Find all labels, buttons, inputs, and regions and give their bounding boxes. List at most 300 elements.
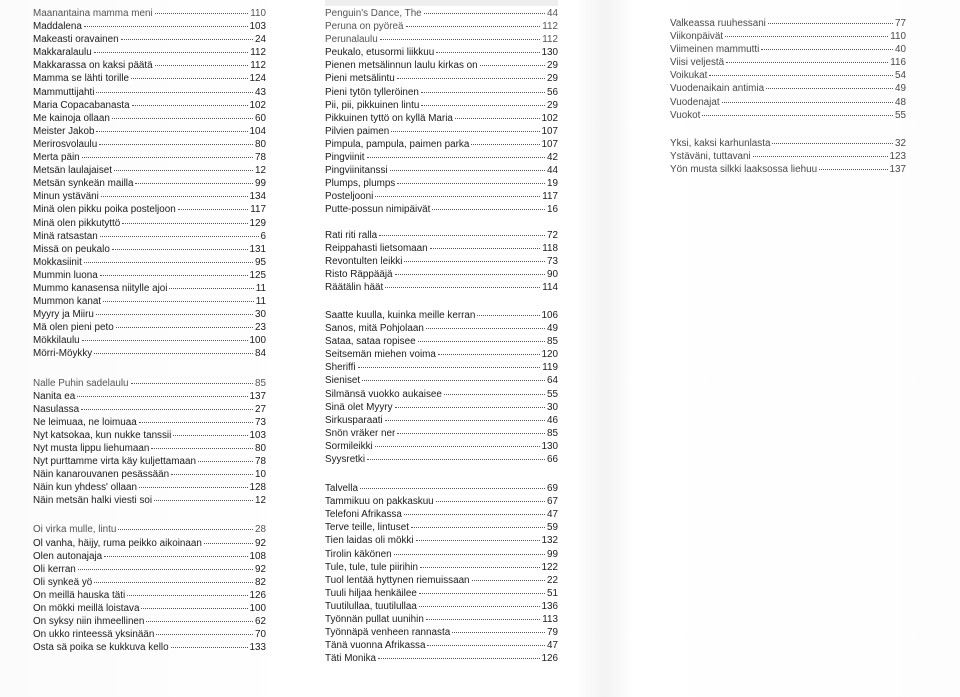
- dot-leader: [358, 367, 541, 368]
- dot-leader: [416, 540, 540, 541]
- entry-page-number: 102: [249, 99, 266, 111]
- dot-leader: [390, 170, 545, 171]
- dot-leader: [114, 170, 253, 171]
- dot-leader: [103, 301, 254, 302]
- dot-leader: [385, 420, 545, 421]
- entry-page-number: 85: [547, 427, 558, 439]
- entry-title: Silmänsä vuokko aukaisee: [325, 388, 442, 400]
- entry-page-number: 46: [547, 414, 558, 426]
- dot-leader: [380, 39, 541, 40]
- entry-title: Sormileikki: [325, 440, 373, 452]
- entry-page-number: 27: [255, 403, 266, 415]
- entry-page-number: 108: [249, 550, 266, 562]
- index-entry: [325, 86, 558, 99]
- index-entry: [33, 256, 266, 269]
- dot-leader: [367, 157, 545, 158]
- index-entry: [325, 639, 558, 652]
- index-entry: [325, 600, 558, 613]
- dot-leader: [761, 49, 893, 50]
- dot-leader: [385, 287, 540, 288]
- entry-page-number: 66: [547, 454, 558, 465]
- entry-page-number: 113: [542, 614, 558, 626]
- entry-title: Tänä vuonna Afrikassa: [325, 640, 426, 652]
- entry-page-number: 132: [541, 535, 558, 547]
- entry-page-number: 100: [249, 603, 266, 615]
- index-entry: [325, 203, 558, 216]
- index-entry: [325, 374, 558, 387]
- dot-leader: [395, 407, 546, 408]
- entry-page-number: 126: [249, 589, 266, 601]
- entry-page-number: 134: [249, 191, 266, 203]
- entry-title: Mummin luona: [33, 269, 98, 281]
- index-entry: [33, 416, 266, 429]
- entry-page-number: 12: [255, 165, 266, 177]
- cut-off-top-line: [325, 0, 558, 6]
- index-entry: [33, 481, 266, 494]
- index-entry: [325, 626, 558, 639]
- entry-title: Maria Copacabanasta: [33, 99, 130, 111]
- entry-title: Nyt musta lippu liehumaan: [33, 443, 150, 454]
- entry-title: Pieni tytön tylleröinen: [325, 86, 419, 98]
- dot-leader: [397, 433, 545, 434]
- index-entry: [325, 335, 558, 348]
- dot-leader: [155, 65, 249, 66]
- entry-title: Minun ystäväni: [33, 191, 99, 203]
- index-group-s: [325, 309, 558, 466]
- index-entry: [670, 163, 906, 176]
- entry-title: Penguin's Dance, The: [325, 8, 422, 19]
- entry-page-number: 112: [250, 47, 266, 59]
- dot-leader: [173, 435, 247, 436]
- index-entry: [33, 72, 266, 85]
- entry-page-number: 30: [547, 401, 558, 413]
- dot-leader: [411, 527, 545, 528]
- index-entry: [325, 46, 558, 59]
- dot-leader: [418, 341, 545, 342]
- dot-leader: [78, 569, 253, 570]
- index-entry: [670, 109, 906, 122]
- index-group-o: [33, 523, 266, 654]
- entry-title: Merta päin: [33, 152, 80, 164]
- dot-leader: [82, 157, 253, 158]
- entry-title: Mörri-Möykky: [33, 348, 93, 360]
- index-entry: [33, 282, 266, 295]
- dot-leader: [94, 582, 253, 583]
- entry-title: Mökkilaulu: [33, 335, 80, 347]
- index-entry: [325, 414, 558, 427]
- index-entry: [33, 628, 266, 641]
- dot-leader: [444, 394, 545, 395]
- entry-page-number: 110: [250, 8, 266, 19]
- index-entry: [325, 401, 558, 414]
- index-entry: [33, 576, 266, 589]
- dot-leader: [421, 105, 545, 106]
- entry-title: Näin kanarouvanen pesässään: [33, 469, 170, 481]
- index-entry: [325, 7, 558, 20]
- entry-page-number: 47: [547, 640, 558, 652]
- dot-leader: [471, 144, 539, 145]
- entry-title: Metsän synkeän mailla: [33, 178, 134, 190]
- index-entry: [33, 230, 266, 243]
- index-entry: [33, 494, 266, 507]
- entry-page-number: 51: [547, 587, 558, 599]
- index-group-p: [325, 7, 558, 217]
- dot-leader: [426, 328, 545, 329]
- index-entry: [33, 442, 266, 455]
- entry-page-number: 137: [249, 390, 266, 402]
- dot-leader: [100, 275, 248, 276]
- entry-page-number: 67: [547, 496, 558, 508]
- entry-title: Täti Monika: [325, 653, 377, 665]
- index-entry: [33, 112, 266, 125]
- entry-page-number: 42: [547, 152, 558, 164]
- entry-page-number: 110: [890, 31, 906, 43]
- entry-page-number: 22: [547, 574, 558, 586]
- dot-leader: [430, 248, 541, 249]
- entry-title: Pikkuinen tyttö on kyllä Maria: [325, 112, 453, 124]
- entry-page-number: 137: [889, 163, 906, 175]
- index-group-v: [670, 17, 906, 122]
- dot-leader: [118, 529, 253, 530]
- dot-leader: [436, 501, 545, 502]
- dot-leader: [139, 422, 253, 423]
- index-entry: [33, 243, 266, 256]
- entry-title: Vuokot: [670, 109, 701, 121]
- index-group-t: [325, 482, 558, 665]
- entry-title: Ol vanha, häijy, ruma peikko aikoinaan: [33, 537, 202, 549]
- entry-page-number: 84: [255, 348, 266, 360]
- dot-leader: [132, 105, 248, 106]
- entry-title: Sieniset: [325, 375, 361, 387]
- index-entry: [670, 56, 906, 69]
- entry-title: Maanantaina mamma meni: [33, 8, 153, 19]
- entry-title: Tammikuu on pakkaskuu: [325, 496, 434, 508]
- dot-leader: [395, 274, 545, 275]
- entry-title: Meister Jakob: [33, 125, 95, 137]
- entry-page-number: 32: [895, 137, 906, 149]
- dot-leader: [480, 65, 545, 66]
- entry-page-number: 117: [542, 191, 558, 203]
- index-entry: [325, 427, 558, 440]
- index-entry: [33, 138, 266, 151]
- index-entry: [325, 652, 558, 665]
- entry-title: Peruna on pyöreä: [325, 21, 404, 33]
- dot-leader: [141, 608, 247, 609]
- entry-title: Pingviinitanssi: [325, 165, 388, 177]
- entry-title: Pimpula, pampula, paimen parka: [325, 138, 470, 150]
- index-entry: [325, 20, 558, 33]
- dot-leader: [397, 78, 545, 79]
- entry-title: Merirosvolaulu: [33, 138, 98, 150]
- index-entry: [33, 59, 266, 72]
- entry-title: Posteljooni: [325, 191, 374, 203]
- dot-leader: [171, 647, 248, 648]
- entry-page-number: 59: [547, 522, 558, 534]
- dot-leader: [155, 13, 249, 14]
- dot-leader: [127, 595, 247, 596]
- index-entry: [325, 177, 558, 190]
- index-entry: [33, 99, 266, 112]
- dot-leader: [455, 118, 540, 119]
- entry-page-number: 92: [255, 563, 266, 575]
- index-entry: [325, 587, 558, 600]
- index-entry: [325, 561, 558, 574]
- entry-title: Mä olen pieni peto: [33, 322, 114, 334]
- index-entry: [33, 334, 266, 347]
- entry-title: Vuodenajat: [670, 96, 720, 108]
- entry-page-number: 117: [250, 204, 266, 216]
- dot-leader: [112, 118, 253, 119]
- entry-page-number: 112: [250, 60, 266, 72]
- entry-page-number: 112: [542, 34, 558, 46]
- index-entry: [33, 641, 266, 654]
- entry-page-number: 106: [541, 309, 558, 321]
- index-entry: [33, 537, 266, 550]
- entry-page-number: 107: [541, 138, 558, 150]
- index-entry: [33, 7, 266, 20]
- entry-page-number: 99: [255, 178, 266, 190]
- index-entry: [33, 377, 266, 390]
- dot-leader: [131, 383, 253, 384]
- dot-leader: [101, 196, 248, 197]
- entry-title: Revontulten leikki: [325, 255, 403, 267]
- dot-leader: [419, 606, 540, 607]
- index-entry: [33, 550, 266, 563]
- entry-title: Näin kun yhdess' ollaan: [33, 482, 137, 494]
- index-entry: [33, 563, 266, 576]
- entry-page-number: 73: [255, 416, 266, 428]
- dot-leader: [375, 446, 540, 447]
- entry-title: Makeasti oravainen: [33, 34, 119, 46]
- entry-title: On ukko rinteessä yksinään: [33, 629, 155, 641]
- index-entry: [670, 43, 906, 56]
- dot-leader: [96, 131, 247, 132]
- entry-title: Me kainoja ollaan: [33, 112, 110, 124]
- index-entry: [325, 482, 558, 495]
- entry-title: Viikonpäivät: [670, 31, 724, 43]
- index-entry: [325, 534, 558, 547]
- entry-title: Oli synkeä yö: [33, 576, 93, 588]
- index-entry: [33, 390, 266, 403]
- index-entry: [33, 429, 266, 442]
- dot-leader: [151, 448, 253, 449]
- entry-title: Valkeassa ruuhessani: [670, 18, 766, 29]
- index-entry: [33, 177, 266, 190]
- entry-page-number: 107: [541, 125, 558, 137]
- index-entry: [33, 347, 266, 360]
- entry-page-number: 60: [255, 112, 266, 124]
- dot-leader: [419, 593, 545, 594]
- entry-page-number: 129: [249, 217, 266, 229]
- entry-title: Tien laidas oli mökki: [325, 535, 414, 547]
- entry-page-number: 120: [541, 349, 558, 361]
- entry-page-number: 95: [255, 256, 266, 268]
- dot-leader: [404, 514, 545, 515]
- entry-title: Maddalena: [33, 21, 82, 33]
- index-entry: [33, 190, 266, 203]
- entry-page-number: 19: [547, 178, 558, 190]
- index-column-left: [33, 7, 266, 654]
- dot-leader: [169, 288, 253, 289]
- entry-title: Mummon kanat: [33, 296, 102, 308]
- entry-title: Ystäväni, tuttavani: [670, 150, 751, 162]
- entry-page-number: 123: [889, 150, 906, 162]
- entry-title: Sinä olet Myyry: [325, 401, 393, 413]
- entry-title: Syysretki: [325, 454, 366, 465]
- index-entry: [325, 548, 558, 561]
- entry-title: Osta sä poika se kukkuva kello: [33, 642, 169, 654]
- index-group-r: [325, 229, 558, 294]
- entry-page-number: 62: [255, 616, 266, 628]
- index-entry: [325, 164, 558, 177]
- entry-title: Telefoni Afrikassa: [325, 509, 402, 521]
- entry-page-number: 136: [541, 600, 558, 612]
- entry-title: Oi virka mulle, lintu: [33, 524, 117, 536]
- dot-leader: [84, 262, 253, 263]
- entry-title: Viisi veljestä: [670, 57, 725, 69]
- entry-page-number: 103: [249, 429, 266, 441]
- dot-leader: [819, 169, 887, 170]
- entry-page-number: 11: [255, 282, 266, 294]
- dot-leader: [404, 261, 545, 262]
- entry-page-number: 124: [249, 73, 266, 85]
- entry-page-number: 85: [255, 377, 266, 389]
- entry-page-number: 69: [547, 483, 558, 495]
- entry-title: Pilvien paimen: [325, 125, 390, 137]
- index-entry: [325, 229, 558, 242]
- entry-title: Työnnäpä venheen rannasta: [325, 627, 451, 639]
- dot-leader: [709, 75, 893, 76]
- dot-leader: [432, 209, 545, 210]
- index-entry: [325, 348, 558, 361]
- dot-leader: [726, 62, 888, 63]
- entry-page-number: 16: [547, 204, 558, 216]
- index-entry: [33, 523, 266, 536]
- dot-leader: [406, 26, 541, 27]
- index-entry: [325, 361, 558, 374]
- index-group-m: [33, 7, 266, 361]
- entry-page-number: 54: [895, 70, 906, 82]
- entry-title: Nyt purttamme virta käy kuljettamaan: [33, 456, 196, 468]
- index-entry: [33, 86, 266, 99]
- dot-leader: [104, 556, 247, 557]
- entry-title: Olen autonajaja: [33, 550, 103, 562]
- entry-page-number: 122: [541, 561, 558, 573]
- dot-leader: [131, 78, 247, 79]
- entry-page-number: 116: [890, 57, 906, 69]
- entry-title: Saatte kuulla, kuinka meille kerran: [325, 309, 476, 321]
- entry-page-number: 29: [547, 73, 558, 85]
- entry-page-number: 64: [547, 375, 558, 387]
- index-entry: [33, 455, 266, 468]
- entry-title: Mummo kanasensa niitylle ajoi: [33, 282, 168, 294]
- entry-title: Nasulassa: [33, 403, 80, 415]
- index-entry: [670, 96, 906, 109]
- index-entry: [325, 99, 558, 112]
- entry-page-number: 70: [255, 629, 266, 641]
- entry-page-number: 55: [547, 388, 558, 400]
- index-column-right: [670, 17, 906, 176]
- index-entry: [325, 281, 558, 294]
- index-entry: [325, 521, 558, 534]
- index-entry: [325, 453, 558, 466]
- index-entry: [33, 615, 266, 628]
- entry-title: Perunalaulu: [325, 34, 378, 46]
- entry-title: Pienen metsälinnun laulu kirkas on: [325, 60, 478, 72]
- dot-leader: [77, 396, 247, 397]
- dot-leader: [753, 156, 888, 157]
- entry-page-number: 24: [255, 34, 266, 46]
- dot-leader: [772, 143, 893, 144]
- entry-page-number: 80: [255, 443, 266, 454]
- entry-page-number: 48: [895, 96, 906, 108]
- dot-leader: [135, 183, 253, 184]
- index-entry: [670, 69, 906, 82]
- entry-title: Nanita ea: [33, 390, 76, 402]
- entry-title: Yön musta silkki laaksossa liehuu: [670, 163, 818, 175]
- dot-leader: [84, 26, 248, 27]
- entry-title: Räätälin häät: [325, 281, 384, 293]
- entry-page-number: 73: [547, 255, 558, 267]
- dot-leader: [375, 196, 540, 197]
- dot-leader: [156, 634, 253, 635]
- entry-page-number: 55: [895, 109, 906, 121]
- dot-leader: [96, 314, 253, 315]
- entry-page-number: 30: [255, 309, 266, 321]
- index-entry: [33, 321, 266, 334]
- dot-leader: [178, 209, 249, 210]
- entry-page-number: 79: [547, 627, 558, 639]
- index-entry: [325, 388, 558, 401]
- entry-title: Metsän laulajaiset: [33, 165, 113, 177]
- dot-leader: [100, 236, 259, 237]
- dot-leader: [116, 327, 253, 328]
- entry-page-number: 44: [547, 165, 558, 177]
- entry-title: Mokkasiinit: [33, 256, 82, 268]
- dot-leader: [94, 52, 249, 53]
- entry-title: Nyt katsokaa, kun nukke tanssii: [33, 429, 172, 441]
- index-entry: [325, 574, 558, 587]
- dot-leader: [99, 144, 253, 145]
- index-entry: [325, 322, 558, 335]
- index-entry: [670, 150, 906, 163]
- entry-title: Risto Räppääjä: [325, 268, 393, 280]
- entry-title: Sirkusparaati: [325, 414, 383, 426]
- entry-page-number: 100: [249, 335, 266, 347]
- entry-page-number: 72: [547, 229, 558, 241]
- entry-title: Sataa, sataa ropisee: [325, 336, 416, 348]
- entry-page-number: 85: [547, 336, 558, 348]
- entry-page-number: 133: [249, 642, 266, 654]
- dot-leader: [702, 115, 893, 116]
- entry-title: Minä olen pikku poika posteljoon: [33, 204, 176, 216]
- entry-page-number: 92: [255, 537, 266, 549]
- dot-leader: [379, 235, 545, 236]
- entry-page-number: 80: [255, 138, 266, 150]
- entry-page-number: 114: [542, 281, 558, 293]
- entry-page-number: 128: [249, 482, 266, 494]
- entry-title: Pieni metsälintu: [325, 73, 395, 85]
- entry-title: Voikukat: [670, 70, 708, 82]
- dot-leader: [121, 39, 253, 40]
- entry-title: Tuol lentää hyttynen riemuissaan: [325, 574, 470, 586]
- entry-page-number: 11: [255, 296, 266, 308]
- dot-leader: [452, 632, 545, 633]
- index-entry: [325, 440, 558, 453]
- entry-page-number: 78: [255, 152, 266, 164]
- index-entry: [33, 33, 266, 46]
- index-column-middle: [325, 7, 558, 665]
